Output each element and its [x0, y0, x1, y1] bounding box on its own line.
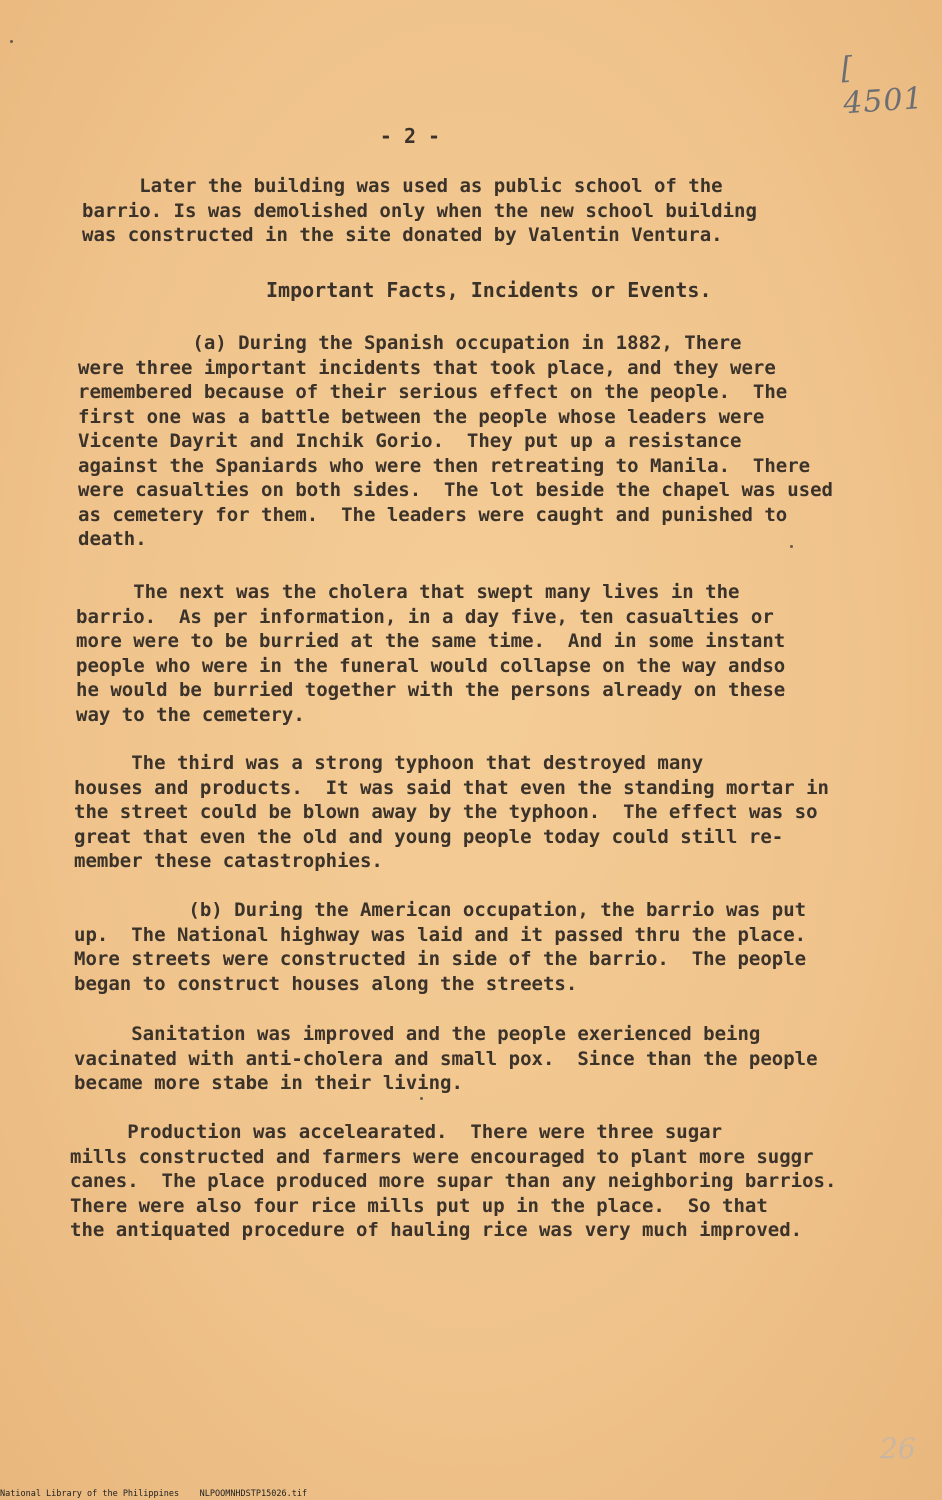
paragraph-typhoon: The third was a strong typhoon that destroyed many houses and products. It was said that even the standing mortar in the street could be blown away by the typhoon. The effect was so great that even the old and young people today could still re- member these catastrophies. — [74, 752, 829, 872]
paper-speck — [790, 545, 793, 548]
paragraph-cholera: The next was the cholera that swept many lives in the barrio. As per information, in a day five, ten casualties or more were to be burried at the same time. And in some instant people who were in the funeral would collapse on the way andso he would be burried together with the persons already on these way to the cemetery. — [76, 581, 786, 726]
section-heading: Important Facts, Incidents or Events. — [266, 278, 712, 302]
paragraph-school: Later the building was used as public school of the barrio. Is was demolished only when the new school building was constructed in the site donated by Valentin Ventura. — [82, 175, 757, 246]
paragraph-sanitation: Sanitation was improved and the people exerienced being vacinated with anti-cholera and small pox. Since than the people became more stabe in their living. — [74, 1023, 818, 1094]
paragraph-production: Production was accelearated. There were three sugar mills constructed and farmers were encouraged to plant more suggr canes. The place produced more supar than any neighboring barrios. There were also four rice mills put up in the place. So that the antiquated procedure of hauling rice was very much improved. — [70, 1121, 837, 1241]
paragraph-american-occupation: (b) During the American occupation, the barrio was put up. The National highway was laid and it passed thru the place. More streets were constructed in side of the barrio. The people began to construct houses along the streets. — [74, 899, 807, 995]
scan-footer — [0, 1489, 307, 1499]
archive-reference-note: [ 4501 — [839, 50, 925, 122]
margin-page-marker: 26 — [880, 1432, 916, 1465]
footer-library: National Library of the Philippines — [0, 1489, 180, 1499]
footer-filename: NLPOOMNHDSTP15026.tif — [199, 1489, 308, 1499]
paper-speck — [420, 1097, 423, 1100]
page-number: - 2 - — [379, 124, 441, 148]
paragraph-spanish-occupation: (a) During the Spanish occupation in 1882, There were three important incidents that took place, and they were remembered because of their serious effect on the people. The first one was a battle between the people whose leaders were Vicente Dayrit and Inchik Gorio. They put up a resistance against the Spaniards who were then retreating to Manila. There were casualties on both sides. The lot beside the chapel was used as cemetery for them. The leaders were caught and punished to death. — [78, 332, 833, 550]
paper-speck — [10, 40, 13, 43]
